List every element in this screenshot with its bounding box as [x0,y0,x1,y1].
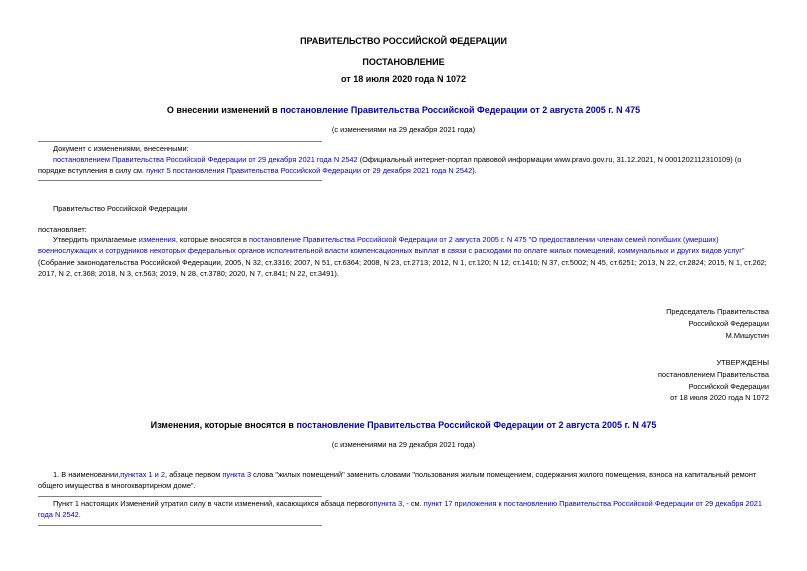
footnote-start: Пункт 1 настоящих Изменений утратил силу в части изменений, касающихся абзаца первого [53,499,374,508]
changes-title-link-resolution-475[interactable]: постановление Правительства Российской Федерации от 2 августа 2005 г. N 475 [296,420,657,430]
item-1-start: 1. В наименовании, [53,470,121,479]
footnote-mid: , - см. [402,499,424,508]
government-heading: ПРАВИТЕЛЬСТВО РОССИЙСКОЙ ФЕДЕРАЦИИ [300,36,507,46]
link-point-3[interactable]: пункта 3 [222,470,252,479]
footnote-link-point-17[interactable]: пункт 17 приложения к постановлению Правительства Российской Федерации от 29 декабря 2021 года N 2542 [38,499,762,520]
link-changes[interactable]: изменения [138,235,176,244]
link-points-1-2[interactable]: пунктах 1 и 2 [120,470,165,479]
approved-heading: УТВЕРЖДЕНЫ [716,358,769,367]
document-type: ПОСТАНОВЛЕНИЕ [362,57,445,67]
government-line: Правительство Российской Федерации [53,204,188,213]
footnote-text [38,498,770,521]
document-title [0,105,807,115]
footnote-top-rule [38,496,322,497]
approved-by: постановлением Правительства [658,369,769,379]
changes-title [0,420,807,430]
title-prefix: О внесении изменений в [166,105,281,115]
changes-revision-note: (с изменениями на 29 декабря 2021 года) [331,440,476,449]
link-resolution-475-full[interactable]: постановление Правительства Российской Федерации от 2 августа 2005 г. N 475 "О предоставлении членам семей погибших (умерших) военнослужащих и сотрудников некоторых федеральных органов исполнительной власти компенсационных выплат в связи с расходами по оплате жилых помещений, коммунальных и других видов услуг" [38,235,745,256]
footnote-link-point-3[interactable]: пункта 3 [373,499,403,508]
item-1 [38,469,770,492]
amendment-box-text [38,154,770,177]
paragraph-start: Утвердить прилагаемые [53,235,139,244]
link-resolution-2542[interactable]: постановлением Правительства Российской Федерации от 29 декабря 2021 года N 2542 [53,155,358,164]
item-1-end: слова "жилых помещений" заменить словами "пользования жилым помещением, содержания жилого помещения, взноса на капитальный ремонт общего имущества в многоквартирном доме". [38,470,757,491]
approved-date: от 18 июля 2020 года N 1072 [670,393,769,403]
footnote-bottom-rule [38,525,322,526]
decides-line: постановляет: [38,225,87,234]
revision-note: (с изменениями на 29 декабря 2021 года) [331,125,476,134]
amendment-box-close: ). [472,166,477,176]
amendment-box-top-rule [38,141,322,142]
approved-country: Российской Федерации [688,381,769,391]
link-point-5-resolution-2542[interactable]: пункт 5 постановления Правительства Российской Федерации от 29 декабря 2021 года N 2542 [146,166,473,176]
approved-block [658,357,769,404]
changes-title-prefix: Изменения, которые вносятся в [150,420,297,430]
amendment-box-label: Документ с изменениями, внесенными: [53,144,189,153]
signature-position: Председатель Правительства [666,307,769,316]
main-paragraph [38,234,770,279]
amendment-box-bottom-rule [38,180,322,181]
document-date-number: от 18 июля 2020 года N 1072 [341,74,466,84]
signature-country: Российской Федерации [688,318,769,328]
amendment-box-source: (Официальный интернет-портал правовой информации www.pravo.gov.ru, 31.12.2021, N 0001202112310109) (о порядке вступления в силу см. [38,155,742,176]
title-link-resolution-475[interactable]: постановление Правительства Российской Федерации от 2 августа 2005 г. N 475 [280,105,641,115]
paragraph-end: (Собрание законодательства Российской Федерации, 2005, N 32, ст.3316; 2007, N 51, ст.6364; 2008, N 23, ст.2713; 2012, N 1, ст.120; N 12, ст.1410; N 37, ст.5002; N 45, ст.6251; 2013, N 22, ст.2824; 2015, N 1, ст.262; 2017, N 2, ст.368; 2018, N 3, ст.563; 2019, N 28, ст.3780; 2020, N 7, ст.841; N 22, ст.3491). [38,257,767,278]
signature-block [666,306,769,341]
signature-name: М.Мишустин [725,330,769,340]
paragraph-mid: , которые вносятся в [175,235,250,244]
item-1-mid: , абзаце первом [164,470,223,479]
footnote-end: . [78,510,81,520]
